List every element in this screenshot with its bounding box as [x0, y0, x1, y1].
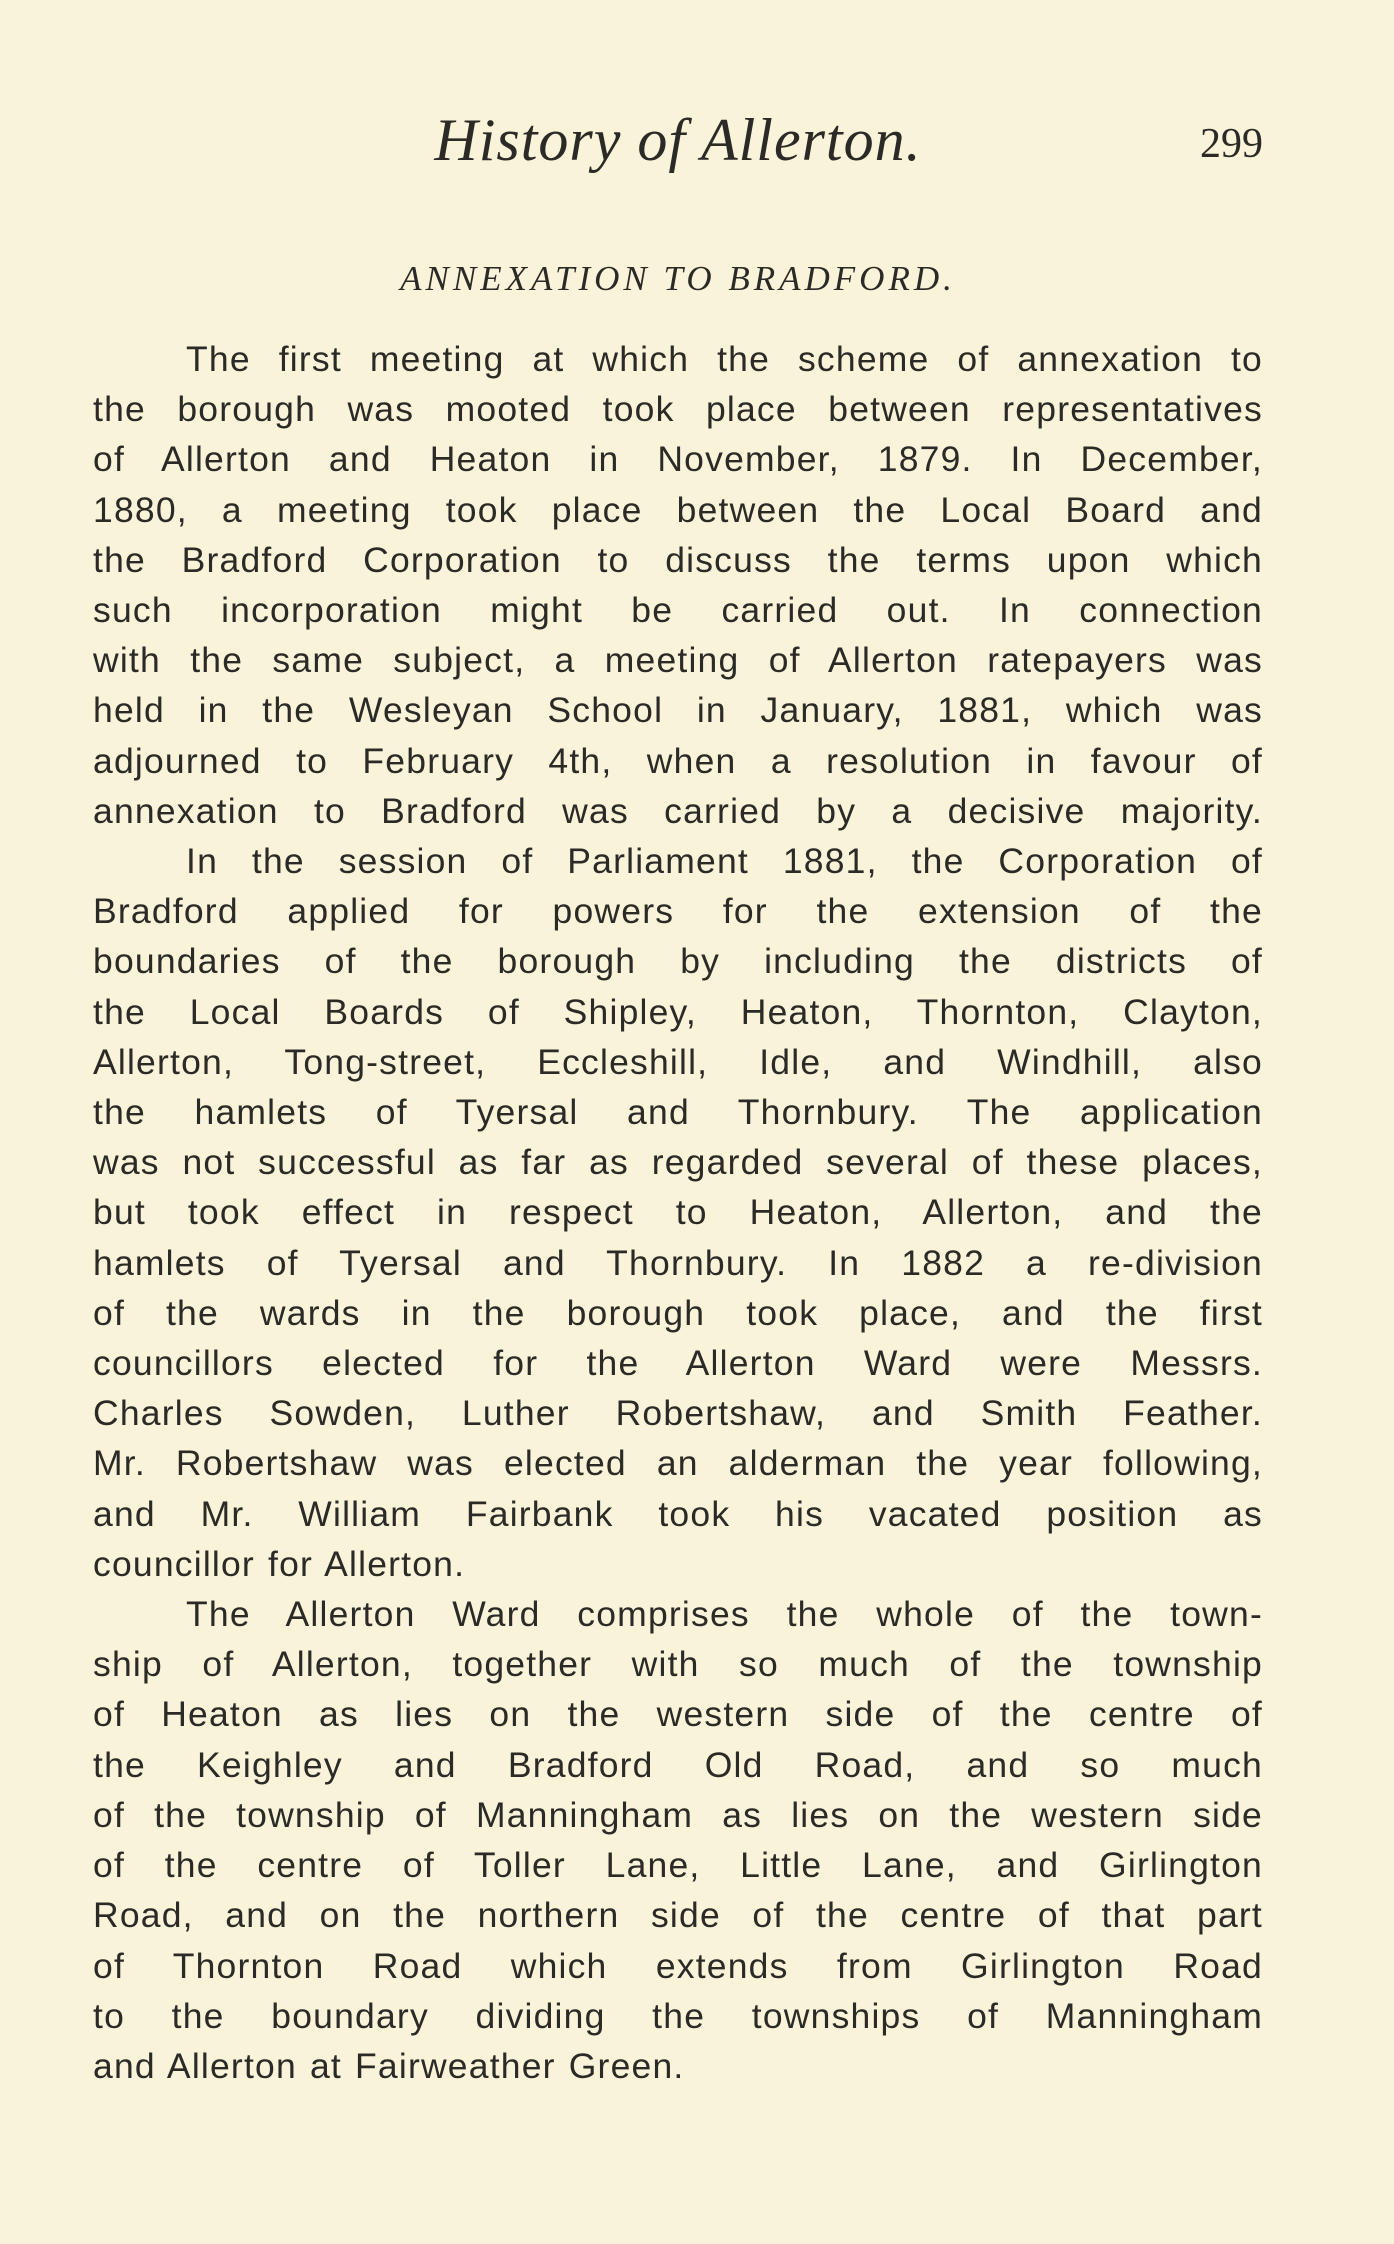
running-head	[93, 100, 1263, 180]
text-line: such incorporation might be carried out. In connection	[93, 590, 1263, 631]
text-line: councillor for Allerton.	[93, 1543, 466, 1584]
text-line: Mr. Robertshaw was elected an alderman the year following,	[93, 1443, 1263, 1484]
text-line: of Thornton Road which extends from Girlington Road	[93, 1945, 1263, 1986]
text-line: to the boundary dividing the townships of Manningham	[93, 1995, 1263, 2036]
text-line: hamlets of Tyersal and Thornbury. In 1882 a re-division	[93, 1242, 1263, 1283]
text-line: In the session of Parliament 1881, the Corporation of	[186, 841, 1263, 882]
text-line: the borough was mooted took place between representatives	[93, 389, 1263, 430]
text-line: Charles Sowden, Luther Robertshaw, and Smith Feather.	[93, 1393, 1263, 1434]
text-line: but took effect in respect to Heaton, Allerton, and the	[93, 1192, 1263, 1233]
text-line: the Local Boards of Shipley, Heaton, Thornton, Clayton,	[93, 991, 1263, 1032]
text-line: ship of Allerton, together with so much of the township	[93, 1644, 1263, 1685]
text-line: councillors elected for the Allerton Ward were Messrs.	[93, 1343, 1263, 1384]
section-heading: ANNEXATION TO BRADFORD.	[400, 259, 956, 298]
text-line: Road, and on the northern side of the centre of that part	[93, 1895, 1263, 1936]
text-line: the hamlets of Tyersal and Thornbury. The application	[93, 1092, 1263, 1133]
running-title: History of Allerton.	[434, 107, 922, 173]
text-line: and Allerton at Fairweather Green.	[93, 2045, 685, 2086]
text-line: of the centre of Toller Lane, Little Lane, and Girlington	[93, 1845, 1263, 1886]
paragraph-3	[93, 1589, 1263, 2091]
text-line: 1880, a meeting took place between the Local Board and	[93, 489, 1263, 530]
text-line: was not successful as far as regarded several of these places,	[93, 1142, 1263, 1183]
text-line: of the township of Manningham as lies on the western side	[93, 1794, 1263, 1835]
text-line: of Allerton and Heaton in November, 1879. In December,	[93, 439, 1263, 480]
page-number: 299	[1200, 121, 1263, 167]
text-line: adjourned to February 4th, when a resolution in favour of	[93, 740, 1263, 781]
text-line: the Bradford Corporation to discuss the terms upon which	[93, 539, 1263, 580]
text-line: with the same subject, a meeting of Allerton ratepayers was	[93, 640, 1263, 681]
text-line: Allerton, Tong-street, Eccleshill, Idle, and Windhill, also	[93, 1041, 1263, 1082]
paragraph-1	[93, 334, 1263, 836]
text-line: and Mr. William Fairbank took his vacated position as	[93, 1493, 1263, 1534]
text-line: The first meeting at which the scheme of annexation to	[186, 339, 1263, 379]
text-line: annexation to Bradford was carried by a decisive majority.	[93, 790, 1263, 831]
body-text	[93, 334, 1263, 2091]
text-line: of the wards in the borough took place, and the first	[93, 1292, 1263, 1333]
text-line: boundaries of the borough by including the districts of	[93, 941, 1263, 982]
paragraph-2	[93, 836, 1263, 1589]
text-line: the Keighley and Bradford Old Road, and so much	[93, 1744, 1263, 1785]
text-line: held in the Wesleyan School in January, 1881, which was	[93, 690, 1263, 731]
text-line: The Allerton Ward comprises the whole of the town-	[186, 1594, 1263, 1635]
text-line: of Heaton as lies on the western side of the centre of	[93, 1694, 1263, 1735]
text-line: Bradford applied for powers for the extension of the	[93, 891, 1263, 932]
